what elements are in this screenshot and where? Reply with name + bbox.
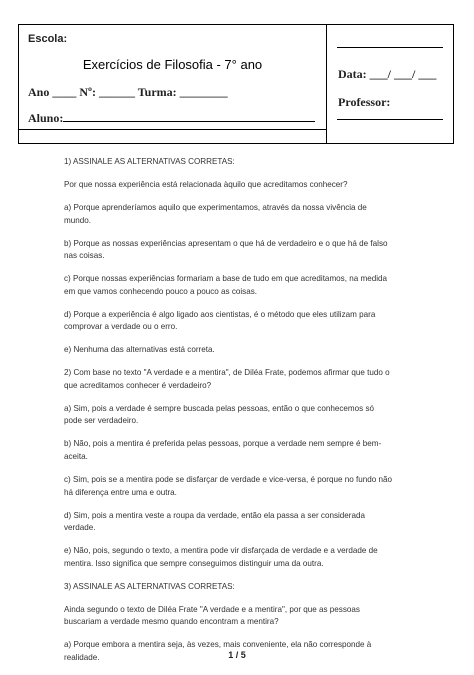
question-3-prompt: Ainda segundo o texto de Diléa Frate "A verdade e a mentira", por que as pessoas buscariam a verdade mesmo quando encontram a mentira? <box>64 604 360 627</box>
professor-label: Professor: <box>338 95 391 109</box>
question-1-prompt: Por que nossa experiência está relacionada àquilo que acreditamos conhecer? <box>64 179 348 189</box>
question-2-option-a: a) Sim, pois a verdade é sempre buscada pelas pessoas, então o que conhecemos só pode ser verdadeiro. <box>64 403 374 426</box>
question-1-option-d: d) Porque a experiência é algo ligado aos cientistas, é o método que eles utilizam para comprovar a verdade ou o erro. <box>64 309 376 332</box>
aluno-label: Aluno: <box>28 111 64 125</box>
aluno-row <box>28 111 315 126</box>
signature-line <box>337 47 443 48</box>
question-2-prompt: 2) Com base no texto "A verdade e a mentira", de Diléa Frate, podemos afirmar que tudo o que acreditamos conhecer é verdadeiro? <box>64 368 390 390</box>
page-title: Exercícios de Filosofia - 7° ano <box>82 57 263 72</box>
question-2-option-b: b) Não, pois a mentira é preferida pelas pessoas, porque a verdade nem sempre é bem-aceita. <box>64 439 382 462</box>
question-2-option-d: d) Sim, pois a mentira veste a roupa da verdade, então ela passa a ser considerada verdade. <box>64 510 365 533</box>
question-1-option-a: a) Porque aprenderíamos aquilo que experimentamos, através da nossa vivência de mundo. <box>64 202 367 225</box>
school-label: Escola: <box>28 33 68 45</box>
page-number: 1 / 5 <box>228 650 246 660</box>
question-1-option-b: b) Porque as nossas experiências apresentam o que há de verdadeiro e o que há de falso nas coisas. <box>64 238 388 261</box>
aluno-fill-line <box>63 111 315 122</box>
date-label: Data: ___/ ___/ ___ <box>338 67 437 81</box>
header-right-panel <box>327 25 453 143</box>
question-1-option-e: e) Nenhuma das alternativas está correta. <box>64 345 215 355</box>
question-2-option-c: c) Sim, pois se a mentira pode se disfarçar de verdade e vice-versa, é porque no fundo não há diferença entre uma e outra. <box>64 475 392 497</box>
question-2-option-e: e) Não, pois, segundo o texto, a mentira pode vir disfarçada de verdade e a verdade de mentira. Isso significa que sempre conseguimos distinguir uma da outra. <box>64 546 378 568</box>
exercise-content <box>64 156 394 675</box>
aluno-underline <box>19 129 326 130</box>
question-3-heading: 3) ASSINALE AS ALTERNATIVAS CORRETAS: <box>64 581 235 591</box>
question-1-heading: 1) ASSINALE AS ALTERNATIVAS CORRETAS: <box>64 157 235 166</box>
question-3-option-a: a) Porque embora a mentira seja, às vezes, mais conveniente, ela não corresponde à realidade. <box>64 640 372 662</box>
professor-underline <box>337 119 443 120</box>
header-box <box>18 24 454 144</box>
header-left-panel <box>19 25 327 143</box>
ano-numero-turma-row: Ano ____ Nº: ______ Turma: ________ <box>28 85 228 99</box>
question-1-option-c: c) Porque nossas experiências formariam a base de tudo em que acreditamos, na medida em que vamos conhecendo pouco a pouco as coisas. <box>64 274 388 296</box>
